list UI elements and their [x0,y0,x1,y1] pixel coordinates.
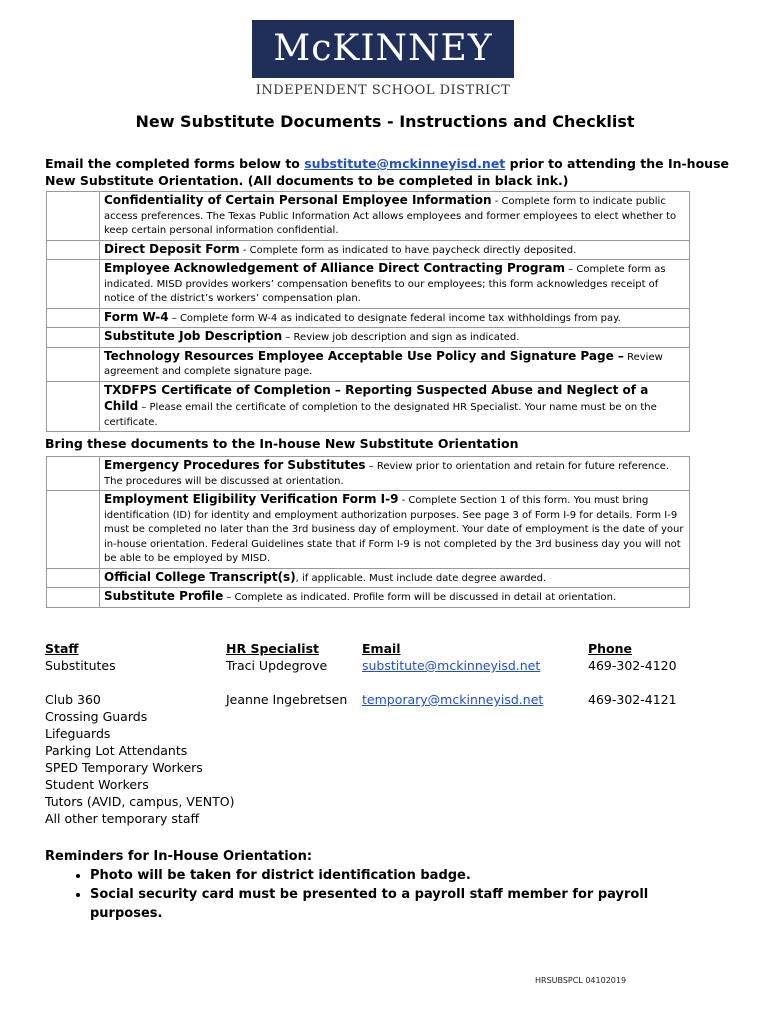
staff-name: Substitutes [45,658,116,673]
checkbox-cell[interactable] [47,568,100,588]
staff-name: All other temporary staff [45,811,200,826]
checkbox-cell[interactable] [47,347,100,381]
checklist-item [100,568,690,588]
staff-name: Parking Lot Attendants [45,743,188,758]
item-title: Confidentiality of Certain Personal Employee Information [104,193,492,207]
staff-name: Club 360 [45,692,101,707]
checklist-item [100,260,690,309]
checklist-item [100,328,690,348]
checklist-item [100,240,690,260]
hr-column [226,640,347,708]
row-spacer [45,674,234,691]
row-spacer [226,674,347,691]
row-spacer [588,674,677,691]
checklist-row [47,328,690,348]
checkbox-cell[interactable] [47,588,100,608]
email-column [362,640,543,708]
page-title: New Substitute Documents - Instructions and Checklist [135,112,635,131]
staff-name: Crossing Guards [45,709,148,724]
checklist-item [100,457,690,491]
staff-name: Lifeguards [45,726,111,741]
checklist-item [100,381,690,432]
district-logo [252,20,514,98]
item-title: Substitute Job Description [104,329,283,343]
email-forms-checklist [46,191,690,432]
checkbox-cell[interactable] [47,491,100,569]
checklist-item [100,308,690,328]
checklist-row [47,192,690,241]
item-title: Official College Transcript(s) [104,569,296,584]
item-title: Emergency Procedures for Substitutes [104,458,366,472]
hr-name: Traci Updegrove [226,658,328,673]
checkbox-cell[interactable] [47,381,100,432]
bring-forms-checklist [46,456,690,608]
row-spacer [362,674,543,691]
item-description: – Review prior to orientation and retain for future reference. The procedures will be discussed at orientation. [104,461,670,487]
email-header: Email [362,641,401,656]
checklist-row [47,347,690,381]
item-description: – Complete form as indicated. MISD provides workers’ compensation benefits to our employees; this form acknowledges receipt of notice of the district’s workers’ compensation plan. [104,264,666,304]
staff-name: Tutors (AVID, campus, VENTO) [45,794,235,809]
staff-header: Staff [45,641,79,656]
phone-number: 469-302-4121 [588,692,677,707]
checklist-row [47,568,690,588]
intro-email-link[interactable]: substitute@mckinneyisd.net [304,156,506,171]
hr-header: HR Specialist [226,641,319,656]
checklist-row [47,491,690,569]
item-description: – Please email the certificate of completion to the designated HR Specialist. Your name must be on the certificate. [104,402,657,428]
staff-column [45,640,234,827]
form-code: HRSUBSPCL 04102019 [535,976,627,985]
item-description: – Complete form W-4 as indicated to designate federal income tax withholdings from pay. [168,312,621,324]
item-description: – Complete as indicated. Profile form will be discussed in detail at orientation. [223,592,617,603]
checklist-row [47,457,690,491]
reminders-section [45,847,725,923]
item-title: Form W-4 [104,309,169,324]
reminders-list [45,866,725,923]
item-title: Employee Acknowledgement of Alliance Direct Contracting Program [104,261,566,275]
checklist-item [100,588,690,608]
item-description: - Complete form to indicate public access preferences. The Texas Public Information Act allows employees and former employees to elect whether to keep certain personal information confidential. [104,196,677,236]
checkbox-cell[interactable] [47,260,100,309]
email-link[interactable]: temporary@mckinneyisd.net [362,692,544,707]
item-title: Technology Resources Employee Acceptable Use Policy and Signature Page – [104,348,624,363]
item-description: - Complete form as indicated to have paycheck directly deposited. [239,244,577,256]
staff-name: Student Workers [45,777,149,792]
checklist-item [100,347,690,381]
checklist-row [47,381,690,432]
phone-column [588,640,677,708]
reminder-item: • Social security card must be presented to a payroll staff member for payroll purposes. [90,885,725,923]
email-link[interactable]: substitute@mckinneyisd.net [362,658,541,673]
item-description: – Review job description and sign as indicated. [282,332,520,343]
intro-paragraph [45,155,735,189]
checkbox-cell[interactable] [47,192,100,241]
logo-subtitle: INDEPENDENT SCHOOL DISTRICT [255,83,511,98]
item-title: TXDFPS Certificate of Completion – Reporting Suspected Abuse and Neglect of a Child [104,382,649,413]
phone-number: 469-302-4120 [588,658,677,673]
checklist-row [47,308,690,328]
checklist-row [47,240,690,260]
logo-wordmark: McKINNEY [252,20,514,78]
item-title: Direct Deposit Form [104,241,240,256]
phone-header: Phone [588,641,633,656]
reminders-title: Reminders for In-House Orientation: [45,849,313,864]
checkbox-cell[interactable] [47,457,100,491]
item-title: Substitute Profile [104,589,224,603]
hr-name: Jeanne Ingebretsen [226,692,348,707]
checklist-row [47,588,690,608]
checklist-item [100,491,690,569]
intro-text-before: Email the completed forms below to [45,156,305,171]
item-description: - Complete Section 1 of this form. You must bring identification (ID) for identity and employment authorization purposes. See page 3 of Form I-9 for details. Form I-9 must be completed no later than the 3rd business day of employment. Your date of employment is the date of your in-house orientation. Federal Guidelines state that if Form I-9 is not completed by the 3rd business day you will not be able to be employed by MISD. [104,495,684,564]
checkbox-cell[interactable] [47,328,100,348]
checklist-item [100,192,690,241]
staff-name: SPED Temporary Workers [45,760,203,775]
item-description: Review agreement and complete signature page. [104,351,663,377]
checklist-row [47,260,690,309]
item-description: , if applicable. Must include date degree awarded. [295,572,547,584]
checkbox-cell[interactable] [47,308,100,328]
checkbox-cell[interactable] [47,240,100,260]
intro-text-after: prior to attending the In-house New Substitute Orientation. (All documents to be completed in black ink.) [45,156,729,188]
reminder-item: • Photo will be taken for district identification badge. [90,866,725,885]
item-title: Employment Eligibility Verification Form I-9 [104,492,399,506]
section-heading-bring: Bring these documents to the In-house New Substitute Orientation [45,436,519,451]
